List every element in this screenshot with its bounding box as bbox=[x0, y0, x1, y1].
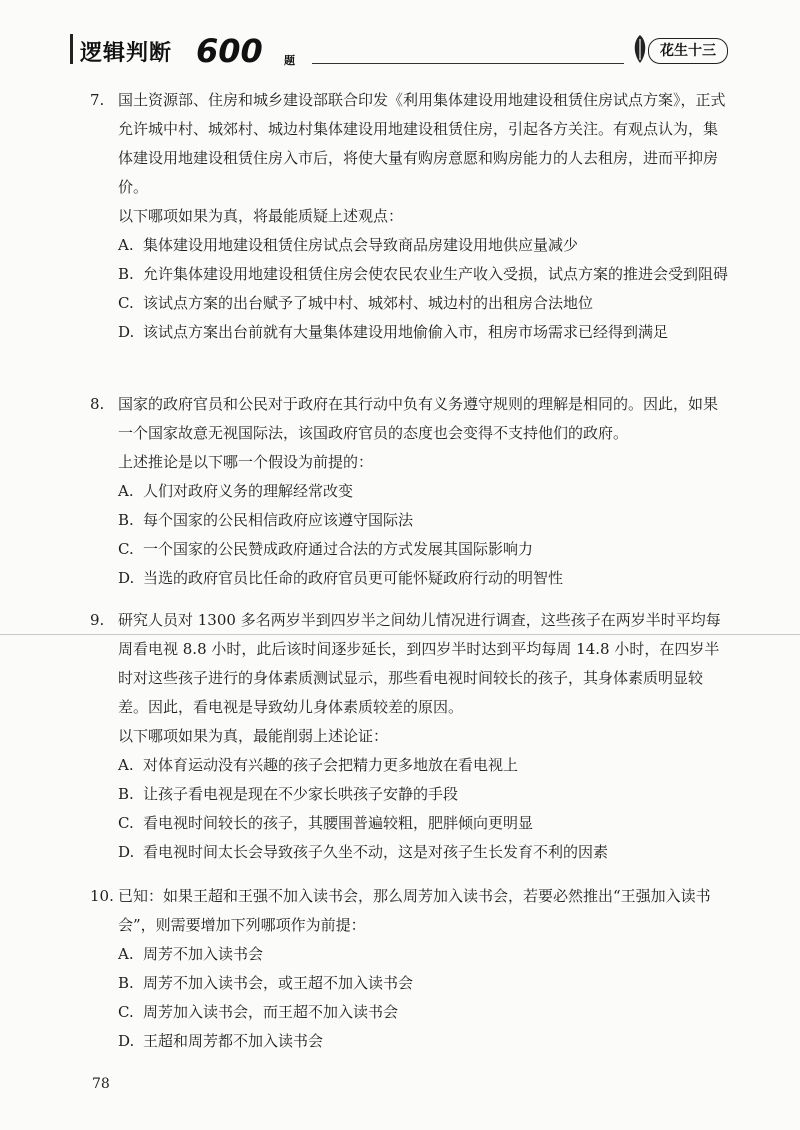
option-text: 每个国家的公民相信政府应该遵守国际法 bbox=[143, 511, 414, 529]
option-c[interactable] bbox=[90, 998, 730, 1027]
option-key: D. bbox=[118, 843, 135, 861]
option-key: C. bbox=[118, 540, 134, 558]
question-stem bbox=[90, 86, 730, 202]
option-text: 允许集体建设用地建设租赁住房会使农民农业生产收入受损，试点方案的推进会受到阻碍 bbox=[143, 265, 729, 283]
option-a[interactable] bbox=[90, 231, 730, 260]
option-text: 周芳不加入读书会 bbox=[143, 945, 264, 963]
option-text: 周芳加入读书会，而王超不加入读书会 bbox=[143, 1003, 399, 1021]
option-key: D. bbox=[118, 569, 135, 587]
question-number: 8. bbox=[90, 395, 105, 413]
option-key: C. bbox=[118, 1003, 134, 1021]
option-d[interactable] bbox=[90, 564, 730, 593]
question-stem bbox=[90, 606, 730, 722]
question-number: 7. bbox=[90, 91, 105, 109]
option-d[interactable] bbox=[90, 838, 730, 867]
question-prompt: 以下哪项如果为真，将最能质疑上述观点： bbox=[118, 207, 404, 225]
option-text: 该试点方案的出台赋予了城中村、城郊村、城边村的出租房合法地位 bbox=[143, 294, 594, 312]
option-c[interactable] bbox=[90, 289, 730, 318]
leaf-icon bbox=[630, 34, 650, 64]
question-stem bbox=[90, 882, 730, 940]
option-text: 对体育运动没有兴趣的孩子会把精力更多地放在看电视上 bbox=[143, 756, 519, 774]
option-text: 一个国家的公民赞成政府通过合法的方式发展其国际影响力 bbox=[143, 540, 534, 558]
question-count-suffix: 题 bbox=[284, 54, 295, 67]
question-number: 9. bbox=[90, 611, 105, 629]
header-left-bar bbox=[70, 34, 73, 64]
option-key: B. bbox=[118, 511, 134, 529]
option-c[interactable] bbox=[90, 809, 730, 838]
question-text: 研究人员对 1300 多名两岁半到四岁半之间幼儿情况进行调查，这些孩子在两岁半时平均每周看电视 8.8 小时，此后该时间逐步延长，到四岁半时达到平均每周 14.8 小时，在四岁半时对这些孩子进行的身体素质测试显示，那些看电视时间较长的孩子，其身体素质明显较差。因此，看电视是导致幼儿身体素质较差的原因。 bbox=[118, 611, 721, 716]
header-rule bbox=[312, 63, 624, 64]
option-c[interactable] bbox=[90, 535, 730, 564]
option-key: C. bbox=[118, 294, 134, 312]
option-key: A. bbox=[118, 236, 134, 254]
option-text: 周芳不加入读书会，或王超不加入读书会 bbox=[143, 974, 414, 992]
option-key: D. bbox=[118, 323, 135, 341]
question-stem bbox=[90, 390, 730, 448]
option-a[interactable] bbox=[90, 477, 730, 506]
book-title: 逻辑判断 bbox=[80, 41, 173, 66]
question-10 bbox=[90, 882, 730, 1056]
option-key: D. bbox=[118, 1032, 135, 1050]
question-prompt: 上述推论是以下哪一个假设为前提的： bbox=[118, 453, 374, 471]
brand-name: 花生十三 bbox=[648, 38, 728, 64]
option-b[interactable] bbox=[90, 780, 730, 809]
option-key: B. bbox=[118, 265, 134, 283]
question-text: 国家的政府官员和公民对于政府在其行动中负有义务遵守规则的理解是相同的。因此，如果一个国家故意无视国际法，该国政府官员的态度也会变得不支持他们的政府。 bbox=[118, 395, 719, 442]
page-number: 78 bbox=[92, 1076, 110, 1092]
option-key: B. bbox=[118, 785, 134, 803]
question-number: 10. bbox=[90, 887, 114, 905]
option-text: 王超和周芳都不加入读书会 bbox=[143, 1032, 324, 1050]
option-text: 让孩子看电视是现在不少家长哄孩子安静的手段 bbox=[143, 785, 459, 803]
option-d[interactable] bbox=[90, 1027, 730, 1056]
option-text: 集体建设用地建设租赁住房试点会导致商品房建设用地供应量减少 bbox=[143, 236, 579, 254]
option-b[interactable] bbox=[90, 506, 730, 535]
question-8 bbox=[90, 390, 730, 593]
option-d[interactable] bbox=[90, 318, 730, 347]
option-a[interactable] bbox=[90, 940, 730, 969]
option-text: 看电视时间太长会导致孩子久坐不动，这是对孩子生长发育不利的因素 bbox=[143, 843, 609, 861]
option-key: A. bbox=[118, 756, 134, 774]
option-key: A. bbox=[118, 945, 134, 963]
brand-logo bbox=[626, 34, 730, 66]
option-text: 该试点方案出台前就有大量集体建设用地偷偷入市，租房市场需求已经得到满足 bbox=[143, 323, 669, 341]
option-text: 看电视时间较长的孩子，其腰围普遍较粗，肥胖倾向更明显 bbox=[143, 814, 534, 832]
option-b[interactable] bbox=[90, 260, 730, 289]
option-a[interactable] bbox=[90, 751, 730, 780]
question-text: 国土资源部、住房和城乡建设部联合印发《利用集体建设用地建设租赁住房试点方案》，正式允许城中村、城郊村、城边村集体建设用地建设租赁住房，引起各方关注。有观点认为，集体建设用地建设租赁住房入市后，将使大量有购房意愿和购房能力的人去租房，进而平抑房价。 bbox=[118, 91, 726, 196]
option-text: 人们对政府义务的理解经常改变 bbox=[143, 482, 354, 500]
question-count: 600 bbox=[196, 32, 263, 70]
option-text: 当选的政府官员比任命的政府官员更可能怀疑政府行动的明智性 bbox=[143, 569, 564, 587]
question-7 bbox=[90, 86, 730, 347]
page-header bbox=[70, 30, 730, 70]
option-key: B. bbox=[118, 974, 134, 992]
question-text: 已知：如果王超和王强不加入读书会，那么周芳加入读书会，若要必然推出“王强加入读书会”，则需要增加下列哪项作为前提： bbox=[118, 887, 711, 934]
question-9 bbox=[90, 606, 730, 867]
question-prompt: 以下哪项如果为真，最能削弱上述论证： bbox=[118, 727, 389, 745]
option-key: A. bbox=[118, 482, 134, 500]
option-key: C. bbox=[118, 814, 134, 832]
option-b[interactable] bbox=[90, 969, 730, 998]
